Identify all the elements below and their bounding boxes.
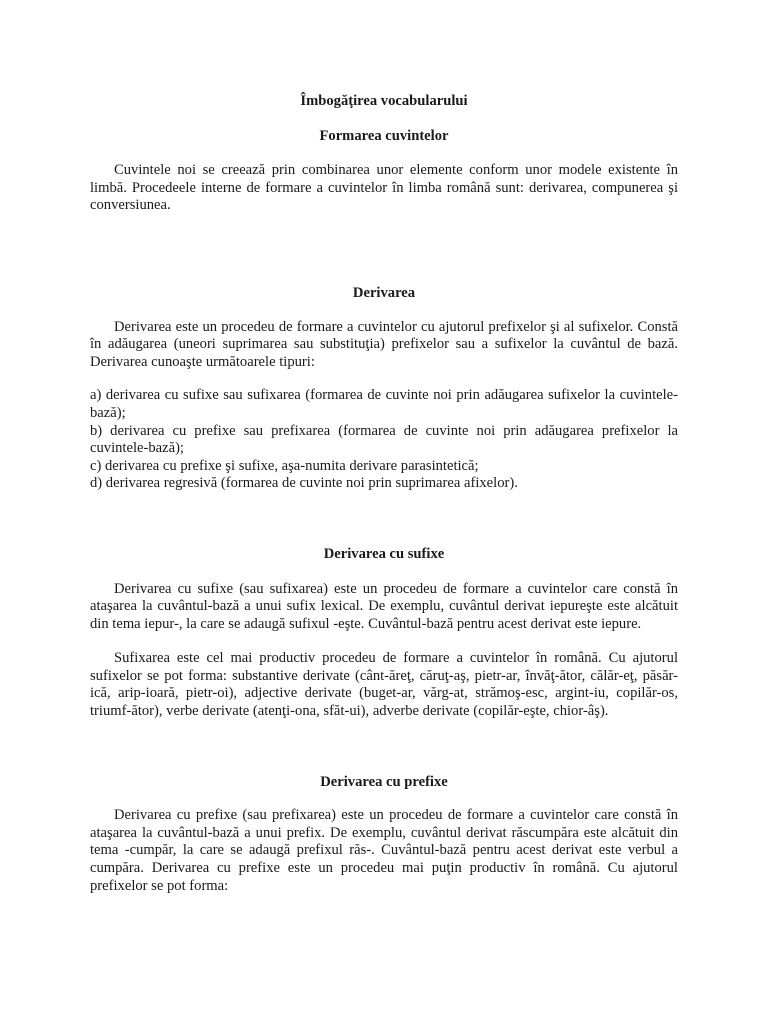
spacer [90, 145, 678, 162]
spacer [90, 493, 678, 546]
section-title-formarea: Formarea cuvintelor [319, 127, 449, 144]
spacer [90, 371, 678, 387]
paragraph-formarea: Cuvintele noi se creează prin combinarea unor elemente conform unor modele existente în limbă. Procedeele interne de formare a cuvintelor în limba română sunt: derivarea, compunerea şi conversiunea. [90, 162, 678, 214]
spacer [90, 111, 678, 128]
paragraph-sufixe-1: Derivarea cu sufixe (sau sufixarea) este un procedeu de formare a cuvintelor care constă în ataşarea la cuvântul-bază a unui sufix lexical. De exemplu, cuvântul derivat iepureşte este alcătuit din tema iepur-, la care se adaugă sufixul -eşte. Cuvântul-bază pentru acest derivat este iepure. [90, 580, 678, 632]
section-title-derivarea: Derivarea [352, 284, 416, 301]
section-title-sufixe: Derivarea cu sufixe [323, 545, 445, 562]
spacer [90, 633, 678, 650]
section-title-prefixe: Derivarea cu prefixe [320, 773, 448, 790]
spacer [90, 721, 678, 774]
list-item: d) derivarea regresivă (formarea de cuvinte noi prin suprimarea afixelor). [90, 475, 518, 492]
list-item: c) derivarea cu prefixe şi sufixe, aşa-numita derivare parasintetică; [90, 457, 479, 474]
derivation-types-list [90, 387, 678, 493]
document-page [90, 93, 678, 895]
paragraph-sufixe-2: Sufixarea este cel mai productiv procedeu de formare a cuvintelor în română. Cu ajutorul sufixelor se pot forma: substantive derivate (cânt-ăreţ, căruţ-aş, pietr-ar, învăţ-ător, călăr-eţ, păsăr-ică, arip-ioară, pietr-oi), adjective derivate (buget-ar, vărg-at, strămoş-esc, argint-iu, copilăr-os, triumf-ător), verbe derivate (atenţi-ona, sfăt-ui), adverbe derivate (copilăr-eşte, chior-âş). [90, 650, 678, 720]
spacer [90, 303, 678, 319]
spacer [90, 215, 678, 285]
paragraph-derivarea: Derivarea este un procedeu de formare a cuvintelor cu ajutorul prefixelor şi al sufixelor. Constă în adăugarea (uneori suprimarea sau substituţia) prefixelor sau a sufixelor la cuvântul de bază. Derivarea cunoaşte următoarele tipuri: [90, 318, 678, 370]
spacer [90, 791, 678, 807]
list-item: b) derivarea cu prefixe sau prefixarea (formarea de cuvinte noi prin adăugarea prefixelor la cuvintele-bază); [90, 422, 678, 457]
spacer [90, 564, 678, 581]
list-item: a) derivarea cu sufixe sau sufixarea (formarea de cuvinte noi prin adăugarea sufixelor la cuvintele-bază); [90, 387, 678, 421]
paragraph-prefixe: Derivarea cu prefixe (sau prefixarea) este un procedeu de formare a cuvintelor care constă în ataşarea la cuvântul-bază a unui prefix. De exemplu, cuvântul derivat răscumpăra este alcătuit din tema -cumpăr, la care se adaugă prefixul răs-. Cuvântul-bază pentru acest derivat este verbul a cumpăra. Derivarea cu prefixe este un procedeu mai puţin productiv în română. Cu ajutorul prefixelor se pot forma: [90, 807, 678, 894]
document-title: Îmbogăţirea vocabularului [300, 93, 468, 109]
